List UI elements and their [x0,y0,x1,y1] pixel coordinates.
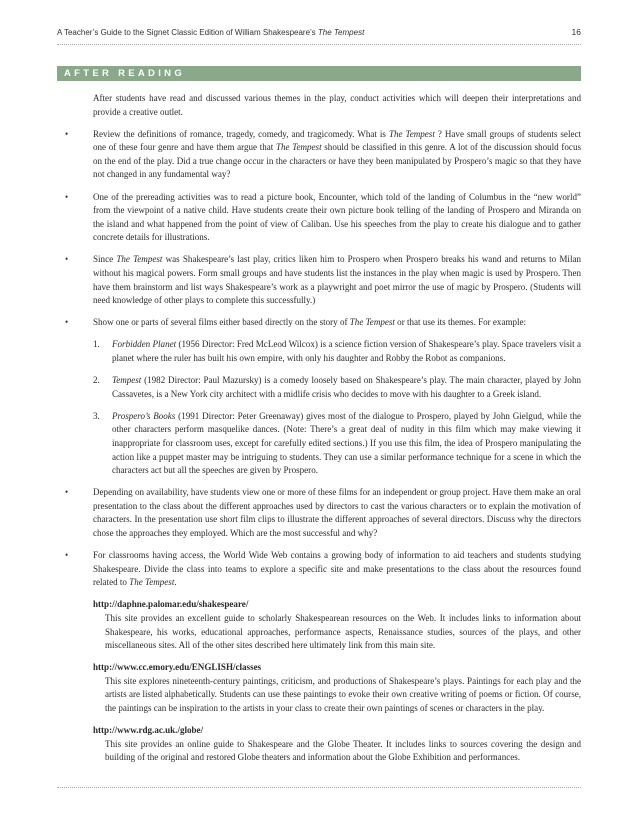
web-resource [93,661,581,715]
film-title: Tempest [112,375,142,386]
bullet-picture-book [65,191,581,245]
bullet-icon: • [65,550,69,561]
bullet-text: Review the definitions of romance, tragedy, comedy, and tragicomedy. What is The Tempest ? Have small groups of students select one of these four genre and have them argue that The Tempest should be classified in this genre. A lot of the discussion should focus on the end of the play. Did a true change occur in the characters or have they been manipulated by Prospero’s magic so that they have not changed in any fundamental way? [93,128,582,180]
resource-description: This site provides an online guide to Shakespeare and the Globe Theater. It includes links to sources covering the design and building of the original and restored Globe theaters and information about the Globe Exhibition and performances. [105,738,581,763]
header-divider [57,44,581,45]
bullet-text: For classrooms having access, the World Wide Web contains a growing body of information to aid teachers and students studying Shakespeare. Divide the class into teams to explore a specific site and make presentations to the class about the resources found related to The Tempest. [93,550,581,588]
bullet-genre-debate [65,128,582,182]
bullet-icon: • [65,317,69,328]
bullet-icon: • [65,254,69,265]
bullet-magic [65,253,582,307]
bullet-icon: • [65,191,69,202]
film-number: 2. [93,375,100,386]
film-title: Prospero’s Books [112,410,176,421]
film-number: 1. [93,339,100,350]
resource-description: This site provides an excellent guide to scholarly Shakespearean resources on the Web. It includes links to information about Shakespeare, his works, educational approaches, performance aspects, Renaissance studies, sources of the plays, and other miscellaneous sites. All of the other sites described here ultimately link from this main site. [105,613,581,651]
resource-description: This site explores nineteenth-century paintings, criticism, and productions of Shakespeare’s plays. Paintings for each play and the artists are listed alphabetically. Students can use these paintings to evoke their own creative writing of poems or fiction. Of course, the paintings can be inspiration to the artists in your class to create their own paintings of scenes or characters in the play. [105,675,581,714]
bullet-web-resources [65,549,581,765]
film-text: Tempest (1982 Director: Paul Mazursky) is a comedy loosely based on Shakespeare’s play. The main character, played by John Cassavetes, is a New York city architect with a midlife crisis who decides to move with his daughter to a Greek island. [112,375,581,399]
bullet-icon: • [65,128,69,139]
intro-paragraph: After students have read and discussed various themes in the play, conduct activities which will deepen their interpretations and provide a creative outlet. [93,93,581,117]
bullet-text: Show one or parts of several films either based directly on the story of The Tempest or that use its themes. For example: [93,317,527,328]
bullet-text: Depending on availability, have students view one or more of these films for an independent or group project. Have them make an oral presentation to the class about the different approaches used by directors to cast the various characters or to explain the motivation of characters. In the presentation use short film clips to illustrate the different approaches of several directors. Discuss why the directors chose the approaches they employed. Which are the most successful and why? [93,487,581,539]
section-heading-bar: AFTER READING [57,66,581,81]
resource-link[interactable]: http://daphne.palomar.edu/shakespeare/ [93,599,249,610]
film-text: Prospero’s Books (1991 Director: Peter Greenaway) gives most of the dialogue to Prospero, played by John Gielgud, while the other characters perform masquelike dances. (Note: There’s a great deal of nudity in this film which may make viewing it inappropriate for classroom uses, except for carefully edited sections.) If you use this film, the idea of Prospero manipulating the action like a puppet master may be intriguing to students. They can use a similar performance technique for a scene in which the characters act but all the speeches are given by Prospero. [112,410,581,476]
film-item [93,410,581,478]
resource-link[interactable]: http://www.cc.emory.edu/ENGLISH/classes [93,662,262,673]
web-resource [93,598,581,652]
footer-divider [57,787,581,788]
page-header [57,27,581,37]
bullet-film-presentation [65,486,581,540]
bullet-text: Since The Tempest was Shakespeare’s last play, critics liken him to Prospero when Prospero breaks his wand and returns to Milan without his magical powers. Form small groups and have students list the instances in the play when magic is used by Prospero. Then have them brainstorm and list ways Shakespeare’s work as a playwright and poet mirror the use of magic by Prospero. (Students will need knowledge of other plays to complete this successfully.) [93,254,582,306]
film-list [93,338,581,477]
film-title: Forbidden Planet [112,339,177,350]
film-number: 3. [93,410,100,421]
film-item [93,374,581,401]
bullet-icon: • [65,487,69,498]
bullet-text: One of the prereading activities was to read a picture book, Encounter, which told of the landing of Columbus in the “new world” from the viewpoint of a native child. Have students create their own picture book telling of the landing of Prospero and Miranda on the island and what happened from the point of view of Caliban. Use his speeches from the play to create his dialogue and to gather concrete details for illustrations. [93,191,581,243]
page-number: 16 [571,27,581,37]
film-text: Forbidden Planet (1956 Director: Fred McLeod Wilcox) is a science fiction version of Shakespeare’s play. Space travelers visit a planet where the ruler has built his own empire, with only his daughter and Robby the Robot as companions. [112,339,581,363]
web-resource [93,724,581,765]
film-item [93,338,581,365]
resource-link[interactable]: http://www.rdg.ac.uk./globe/ [93,725,204,736]
bullet-films [65,316,581,477]
page-body [65,92,582,773]
running-title: A Teacher’s Guide to the Signet Classic Edition of William Shakespeare’s The Tempest [57,28,365,37]
